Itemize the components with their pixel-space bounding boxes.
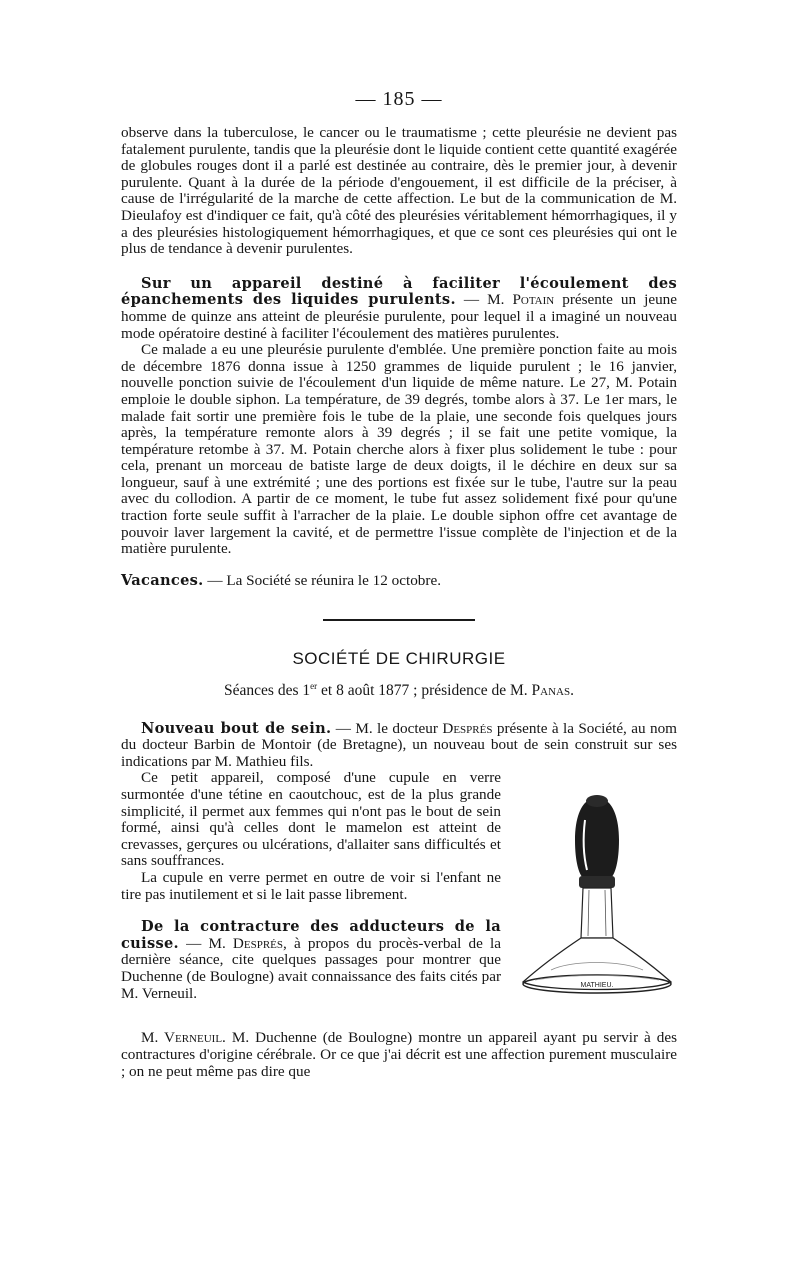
- session-subtitle: [121, 677, 677, 700]
- session-date-end: .: [570, 682, 574, 700]
- glass-neck: [581, 888, 613, 938]
- bout-text: présente à la Société, au nom du docteur Barbin de Montoir (de Bretagne), un nouveau bout de sein construit sur ses indications par M. Mathieu fils.: [121, 719, 677, 770]
- society-title: SOCIÉTÉ DE CHIRURGIE: [292, 649, 506, 669]
- section-heading-appareil: Sur un appareil destiné à faciliter l'écoulement des épanchements des liquides purulents.: [121, 274, 677, 309]
- author-potain: Potain: [512, 291, 555, 309]
- author-verneuil: M. Verneuil: [141, 1029, 223, 1047]
- section-divider: [323, 619, 475, 621]
- paragraph-verneuil: [121, 1030, 677, 1080]
- section-heading-bout-de-sein: Nouveau bout de sein.: [141, 719, 332, 737]
- figure-side-text: [121, 770, 501, 1002]
- paragraph-contracture: [121, 919, 501, 1002]
- session-date-prefix: Séances des 1: [224, 682, 311, 700]
- engraving-mark: MATHIEU.: [580, 982, 614, 990]
- verneuil-text: . M. Duchenne (de Boulogne) montre un appareil ayant pu servir à des contractures d'origine cérébrale. Or ce que j'ai décrit est une affection purement musculaire ; on ne peut même pas dire que: [121, 1029, 677, 1080]
- appareil-text: présente un jeune homme de quinze ans atteint de pleurésie purulente, pour lequel il a imaginé un nouveau mode opératoire destiné à faciliter l'écoulement des matières purulentes.: [121, 291, 677, 342]
- contracture-text: , à propos du procès-verbal de la dernière séance, cite quelques passages pour montrer que Duchenne (de Boulogne) avait connaissance des faits cités par M. Verneuil.: [121, 934, 501, 1002]
- president-name: Panas: [531, 682, 571, 700]
- bout-dash: — M. le docteur: [331, 719, 443, 737]
- paragraph-cupule: La cupule en verre permet en outre de voir si l'enfant ne tire pas inutilement et si le lait passe librement.: [121, 868, 501, 903]
- paragraph-vacances: [121, 573, 677, 590]
- paragraph-bout-de-sein: [121, 721, 677, 771]
- page-number: — 185 —: [355, 88, 443, 110]
- paragraph-malade: Ce malade a eu une pleurésie purulente d'emblée. Une première ponction faite au mois de décembre 1876 donna issue à 1250 grammes de liquide purulent ; le 16 janvier, nouvelle ponction suivie de l'écoulement d'un liquide de même nature. Le 27, M. Potain emploie le double siphon. La température, de 39 degrés, tombe alors à 37. Le 1er mars, le malade fait sortir une première fois le tube de la plaie, une seconde fois quelques jours après, la température remonte alors à 39 degrés ; il se fait une petite vomique, la température retombe à 37. M. Potain cherche alors à fixer plus solidement le tube : pour cela, prenant un morceau de batiste large de deux doigts, il le déchire en deux sur sa longueur, sauf à une extrémité ; une des portions est fixée sur le tube, l'autre sur la peau avec du collodion. A partir de ce moment, le tube fut assez solidement fixé pour qu'une traction forte seule suffit à l'arracher de la plaie. Le double siphon offre cet avantage de pouvoir laver largement la cavité, et de permettre l'issue complète de l'injection et de la matière purulente.: [121, 341, 677, 558]
- nipple-shield-illustration: [501, 770, 677, 1030]
- session-date-mid: et 8 août 1877 ; présidence de M.: [317, 682, 532, 700]
- document-page: [121, 88, 677, 1080]
- contracture-dash: — M.: [178, 934, 233, 952]
- teat-body: [575, 797, 619, 878]
- nipple-shield-engraving: [511, 770, 681, 1020]
- section-heading-contracture: De la contracture des adducteurs de la cuisse.: [121, 918, 501, 952]
- author-despres-2: Després: [232, 934, 284, 952]
- teat-tip: [586, 795, 608, 807]
- author-despres: Després: [442, 719, 493, 737]
- paragraph-appareil-potain: [121, 276, 677, 342]
- teat-collar: [579, 876, 615, 888]
- dash-text: — M.: [455, 291, 513, 309]
- session-date-sup: er: [310, 681, 318, 692]
- vacances-text: — La Société se réunira le 12 octobre.: [203, 571, 441, 589]
- paragraph-tuberculose: observe dans la tuberculose, le cancer ou le traumatisme ; cette pleurésie ne devient pas fatalement purulente, tandis que la pleurésie dont le liquide contient cette quantité exagérée de globules rouges dont il a parlé est destinée au contraire, dès le premier jour, à devenir purulente. Quant à la durée de la période d'engouement, il est difficile de la préciser, à cause de l'irrégularité de la marche de cette affection. Le but de la communication de M. Dieulafoy est d'indiquer ce fait, qu'à côté des pleurésies véritablement hémorrhagiques, il y a des pleurésies histologiquement hémorrhagiques, et que ce sont ces pleurésies qui ont le plus de tendance à devenir purulentes.: [121, 124, 677, 258]
- figure-block: [121, 770, 677, 1030]
- section-heading-vacances: Vacances.: [121, 571, 204, 589]
- paragraph-petit-appareil: Ce petit appareil, composé d'une cupule en verre surmontée d'une tétine en caoutchouc, est de la plus grande simplicité, il permet aux femmes qui n'ont pas le bout de sein formé, ainsi qu'à celles dont le mamelon est atteint de crevasses, gerçures ou ulcérations, d'allaiter sans difficultés et sans souffrances.: [121, 769, 501, 870]
